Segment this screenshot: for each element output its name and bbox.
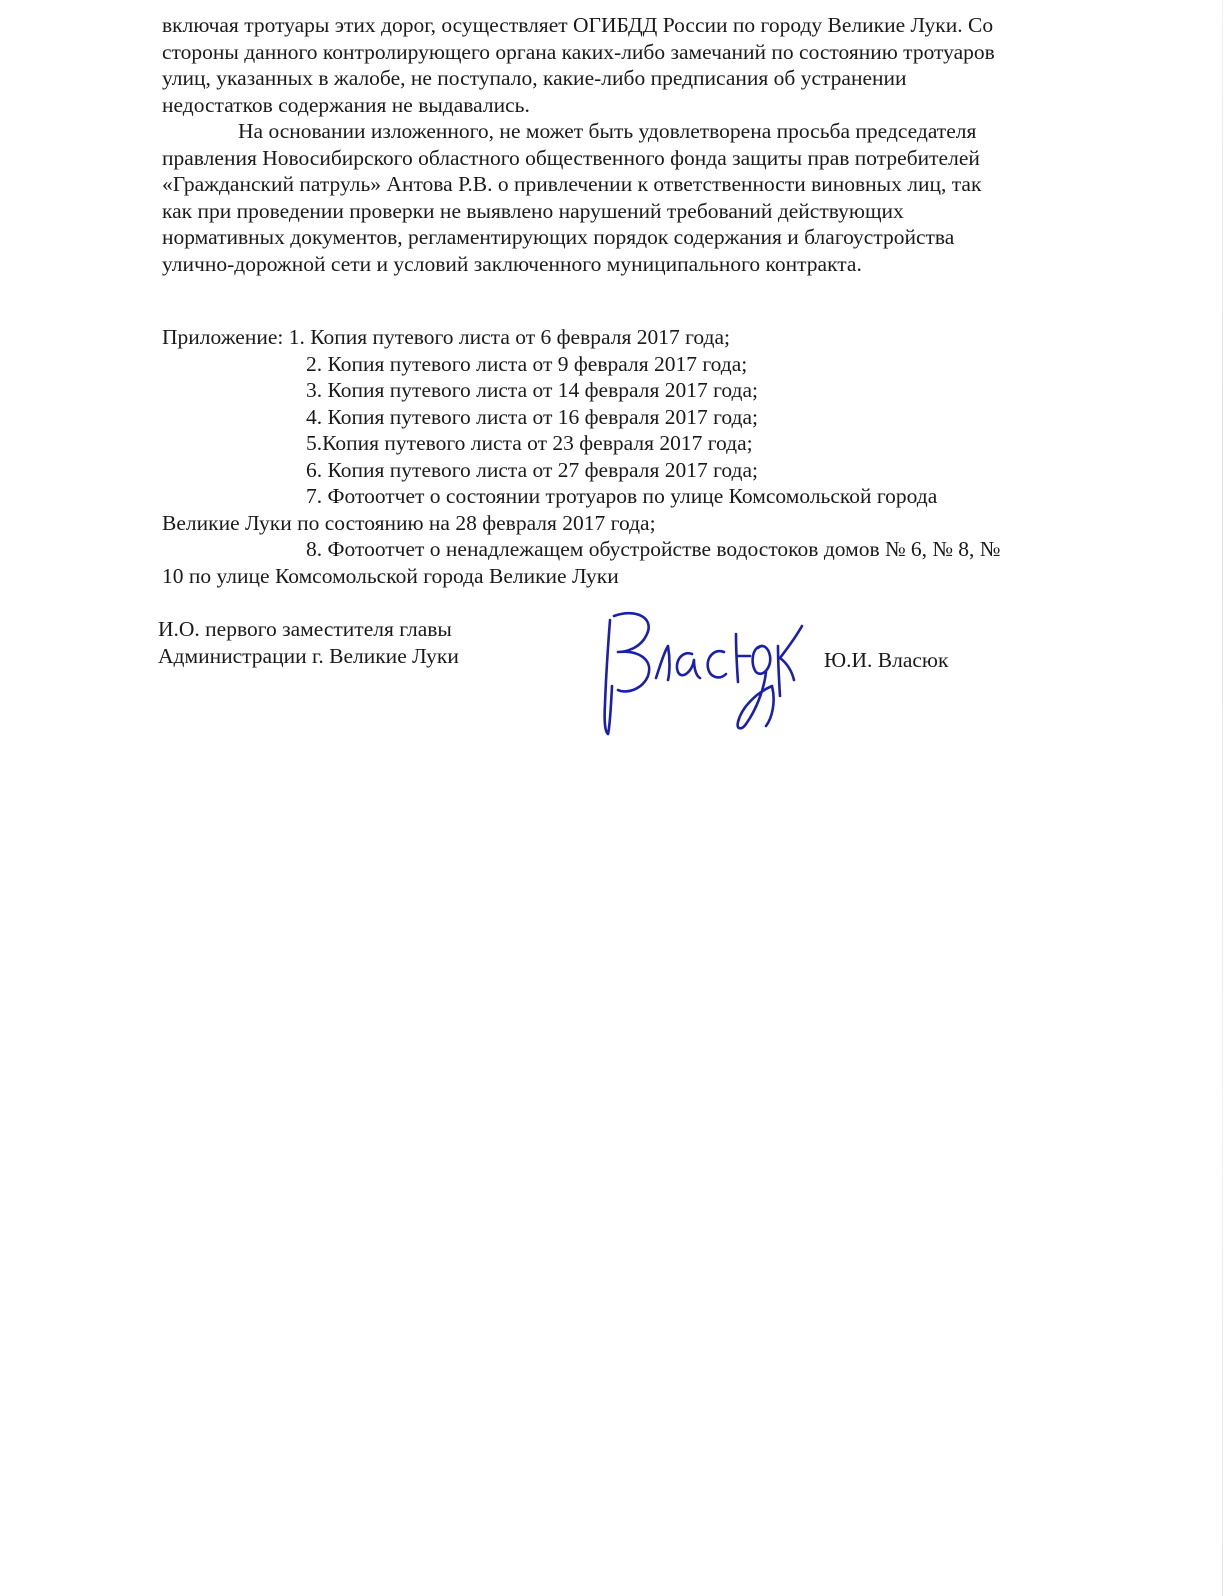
attachment-item-continuation: 10 по улице Комсомольской города Великие Луки	[162, 563, 619, 588]
handwritten-signature-icon	[596, 606, 811, 741]
signer-position-line: Администрации г. Великие Луки	[158, 644, 459, 668]
paragraph-line: улиц, указанных в жалобе, не поступало, какие-либо предписания об устранении	[162, 66, 907, 90]
signer-name: Ю.И. Власюк	[824, 648, 949, 672]
paragraph-line: улично-дорожной сети и условий заключенного муниципального контракта.	[162, 251, 862, 276]
attachment-item: 7. Фотоотчет о состоянии тротуаров по улице Комсомольской города	[306, 484, 938, 508]
attachment-item: 8. Фотоотчет о ненадлежащем обустройстве водостоков домов № 6, № 8, №	[306, 537, 1001, 561]
attachment-item: 3. Копия путевого листа от 14 февраля 2017 года;	[306, 378, 758, 402]
paragraph-ogibdd	[162, 12, 1132, 118]
attachment-item: 4. Копия путевого листа от 16 февраля 2017 года;	[306, 404, 758, 429]
attachment-item-continuation: Великие Луки по состоянию на 28 февраля 2017 года;	[162, 510, 656, 535]
paragraph-line: «Гражданский патруль» Антова Р.В. о привлечении к ответственности виновных лиц, так	[162, 172, 982, 196]
paragraph-line: нормативных документов, регламентирующих порядок содержания и благоустройства	[162, 225, 955, 249]
attachments-list	[162, 324, 1122, 589]
attachment-item: 2. Копия путевого листа от 9 февраля 2017 года;	[306, 351, 748, 376]
paragraph-line: как при проведении проверки не выявлено нарушений требований действующих	[162, 198, 904, 223]
scan-edge	[1222, 0, 1223, 1596]
paragraph-conclusion	[162, 118, 1132, 277]
signer-position-line: И.О. первого заместителя главы	[158, 617, 452, 641]
paragraph-line: На основании изложенного, не может быть удовлетворена просьба председателя	[238, 119, 977, 143]
paragraph-line: правления Новосибирского областного общественного фонда защиты прав потребителей	[162, 145, 980, 170]
attachment-item: 6. Копия путевого листа от 27 февраля 2017 года;	[306, 457, 758, 482]
paragraph-line: недостатков содержания не выдавались.	[162, 92, 530, 117]
paragraph-line: включая тротуары этих дорог, осуществляет ОГИБДД России по городу Великие Луки. Со	[162, 13, 994, 37]
signer-position	[158, 616, 459, 670]
attachment-intro: Приложение: 1. Копия путевого листа от 6 февраля 2017 года;	[162, 325, 730, 349]
paragraph-line: стороны данного контролирующего органа каких-либо замечаний по состоянию тротуаров	[162, 39, 995, 64]
attachment-item: 5.Копия путевого листа от 23 февраля 2017 года;	[306, 431, 753, 455]
